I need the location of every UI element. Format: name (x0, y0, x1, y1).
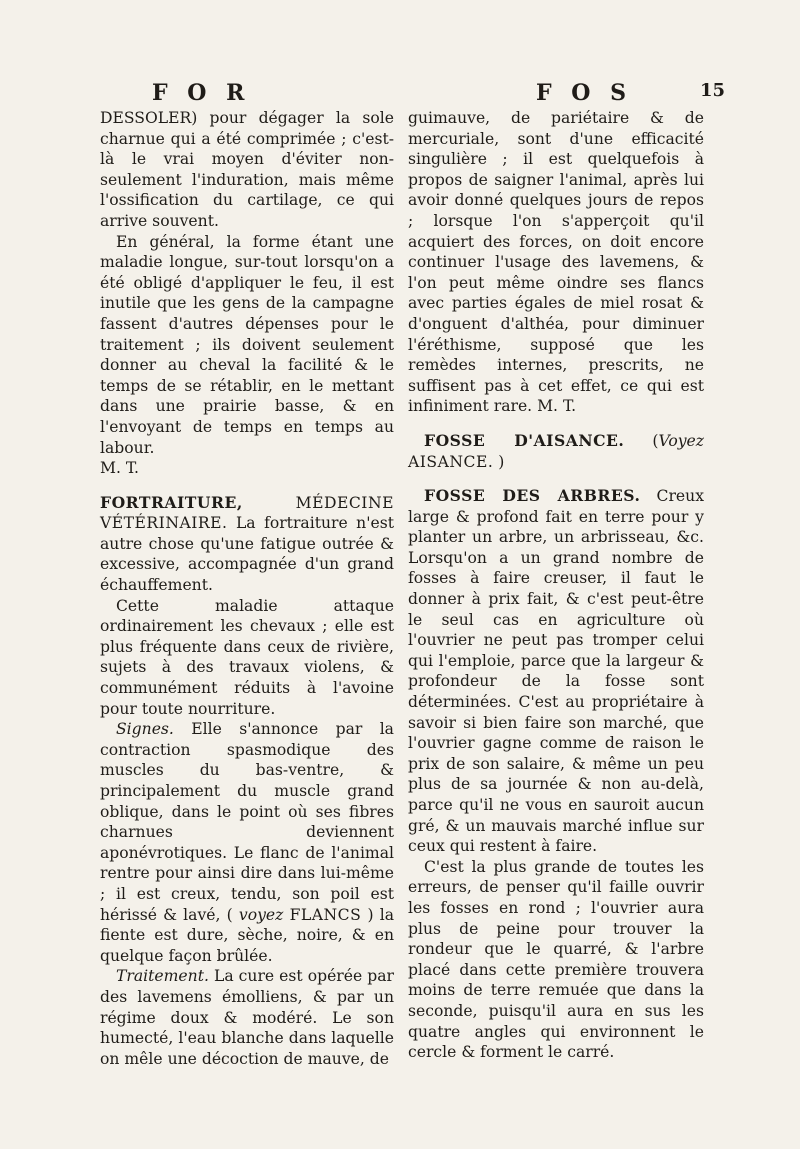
paren: ( (652, 431, 659, 450)
entry-text: La fortraiture n'est autre chose qu'une fatigue outrée & excessive, accompagnée d'un grand échauffement. (100, 514, 394, 595)
cross-ref-link[interactable]: FLANCS (289, 905, 362, 924)
page-number: 15 (700, 80, 726, 101)
section-label: Traitement. (116, 967, 209, 986)
paren: ) (498, 452, 505, 471)
entry-headword: FORTRAITURE, (100, 492, 243, 512)
signature: M. T. (100, 459, 139, 478)
paragraph-text: La cure est opérée par des lavemens émolliens, & par un régime doux & modéré. Le son humecté, l'eau blanche dans laquelle on mêle une décoction de mauve, de (100, 967, 394, 1068)
right-column (408, 108, 704, 1063)
entry-fortraiture (100, 493, 394, 596)
entry-headword: FOSSE DES ARBRES. (424, 486, 641, 506)
paragraph: DESSOLER) pour dégager la sole charnue qui a été comprimée ; c'est-là le vrai moyen d'éviter non-seulement l'induration, mais même l'ossification du cartilage, ce qui arrive souvent. (100, 109, 394, 230)
paragraph-text: Elle s'annonce par la contraction spasmodique des muscles du bas-ventre, & principalement du muscle grand oblique, dans le point où ses fibres charnues deviennent aponévrotiques. Le flanc de l'animal rentre pour ainsi dire dans lui-même ; il est creux, tendu, son poil est hérissé & lavé, ( (100, 720, 394, 924)
paragraph: C'est la plus grande de toutes les erreurs, de penser qu'il faille ouvrir les fosses en rond ; l'ouvrier aura plus de peine pour trouver la rondeur que le quarré, & l'arbre placé dans cette première trouvera moins de terre remuée que dans la seconde, puisqu'il aura en sus les quatre angles qui environnent le cercle & forment le carré. (408, 857, 704, 1062)
cross-ref-voyez: Voyez (658, 431, 704, 450)
entry-fosse-aisance (408, 431, 704, 472)
running-header-left: F O R (152, 80, 251, 106)
entry-text: Creux large & profond fait en terre pour y planter un arbre, un arbrisseau, &c. Lorsqu'on a un grand nombre de fosses à faire creuser, il faut le donner à prix fait, & c'est peut-être le seul cas en agriculture où l'ouvrier ne peut pas tromper celui qui l'emploie, parce que la largeur & profondeur de la fosse sont déterminées. C'est au propriétaire à savoir si bien faire son marché, que l'ouvrier gagne comme de raison le prix de son salaire, & même un peu plus de sa journée & non au-delà, parce qu'il ne vous en sauroit aucun gré, & un mauvais marché influe sur ceux qui restent à faire. (408, 487, 704, 856)
section-label: Signes. (116, 720, 174, 739)
running-header-right: F O S (536, 80, 632, 106)
paragraph-signes (100, 719, 394, 966)
paragraph: En général, la forme étant une maladie longue, sur-tout lorsqu'on a été obligé d'appliquer le feu, il est inutile que les gens de la campagne fassent d'autres dépenses pour le traitement ; ils doivent seulement donner au cheval la facilité & le temps de se rétablir, en le mettant dans une prairie basse, & en l'envoyant de temps en temps au labour. (100, 232, 394, 457)
paragraph: guimauve, de pariétaire & de mercuriale, sont d'une efficacité singulière ; il est quelquefois à propos de saigner l'animal, après lui avoir donné quelques jours de repos ; lorsque l'on s'apperçoit qu'il acquiert des forces, on doit encore continuer l'usage des lavemens, & l'on peut même oindre ses flancs avec parties égales de miel rosat & d'onguent d'althéa, pour diminuer l'éréthisme, supposé que les remèdes internes, prescrits, ne suffisent pas à cet effet, ce qui est infiniment rare. M. T. (408, 109, 704, 416)
paragraph-text: ) la fiente est dure, sèche, noire, & en quelque façon brûlée. (100, 905, 394, 965)
cross-ref-link[interactable]: AISANCE. (408, 452, 494, 471)
entry-headword: FOSSE D'AISANCE. (424, 430, 625, 450)
paragraph: Cette maladie attaque ordinairement les chevaux ; elle est plus fréquente dans ceux de rivière, sujets à des travaux violens, & communément réduits à l'avoine pour toute nourriture. (100, 596, 394, 718)
entry-category: MÉDECINE VÉTÉRINAIRE. (100, 493, 394, 533)
entry-fosse-arbres (408, 486, 704, 857)
left-column (100, 108, 394, 1069)
cross-ref-voyez: voyez (238, 905, 284, 924)
paragraph-traitement (100, 966, 394, 1069)
